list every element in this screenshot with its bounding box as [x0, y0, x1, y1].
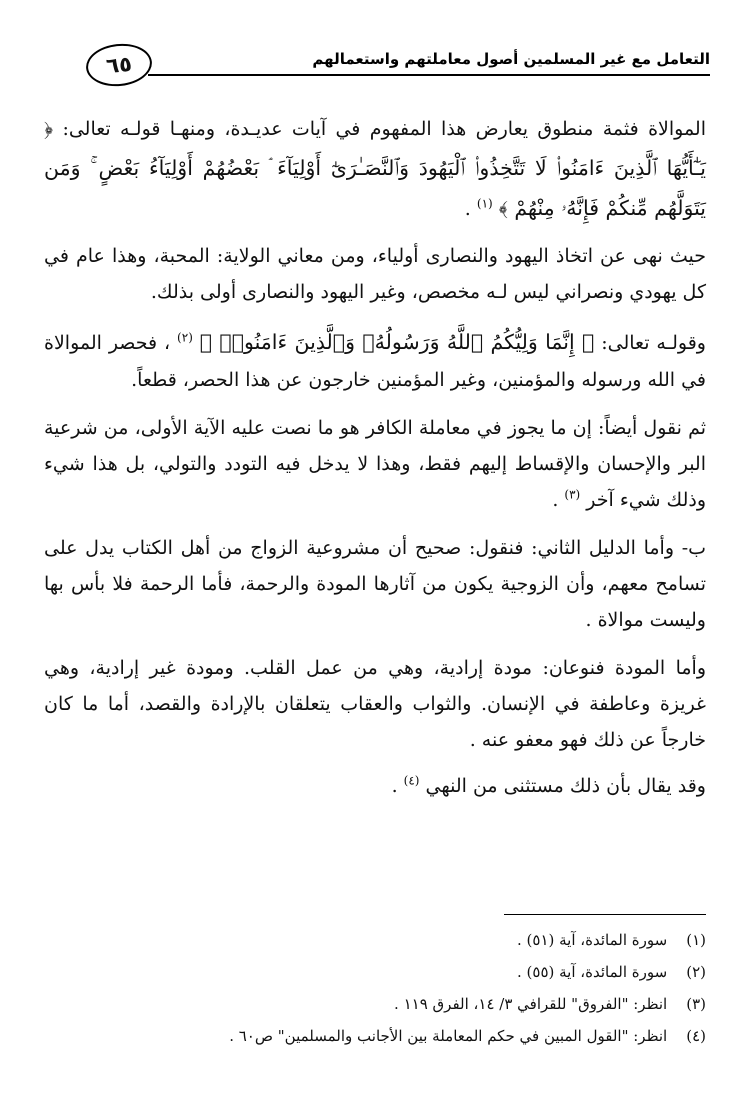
p4-text: ثم نقول أيضاً: إن ما يجوز في معاملة الكافر هو ما نصت عليه الآية الأولى، من شرعية البر والإحسان والإقساط إليهم فقط، وهذا لا يدخل فيه التودد والتولي، بل هذا شيء وذلك شيء آخر: [44, 417, 706, 511]
p7-end: .: [391, 775, 398, 797]
footnotes: [44, 924, 706, 1052]
main-text: [44, 108, 706, 804]
running-header: [70, 44, 710, 84]
page-number: ٦٥: [84, 41, 154, 90]
paragraph-7: [44, 768, 706, 804]
paragraph-4: [44, 410, 706, 518]
footnote-item: [44, 988, 706, 1020]
footnote-separator: [504, 914, 706, 915]
paragraph-6: وأما المودة فنوعان: مودة إرادية، وهي من عمل القلب. ومودة غير إرادية، وهي غريزة وعاطفة في الإنسان. والثواب والعقاب يتعلقان بالإرادة والقصد، أما ما كان خارجاً عن ذلك فهو معفو عنه .: [44, 657, 706, 751]
footnote-item: [44, 956, 706, 988]
footnote-number: (٢): [686, 963, 706, 981]
footnote-item: [44, 924, 706, 956]
footnote-text: سورة المائدة، آية (٥٥) .: [517, 963, 668, 981]
footnote-number: (٤): [686, 1027, 706, 1045]
paragraph-3: [44, 322, 706, 398]
p3-end: ، فحصر الموالاة في الله ورسوله والمؤمنين، وغير المؤمنين خارجون عن هذا الحصر، قطعاً.: [44, 332, 706, 391]
footnote-ref-4: (٤): [403, 773, 420, 788]
footnote-item: [44, 1020, 706, 1052]
footnote-ref-1: (١): [476, 196, 493, 211]
p7-text: وقد يقال بأن ذلك مستثنى من النهي: [425, 775, 706, 797]
p1-text: الموالاة فثمة منطوق يعارض هذا المفهوم في آيات عديـدة، ومنهـا قولـه تعالى:: [62, 118, 707, 140]
p1-end: .: [464, 198, 471, 220]
paragraph-1: [44, 108, 706, 228]
header-rule: [148, 74, 710, 76]
paragraph-5: ب- وأما الدليل الثاني: فنقول: صحيح أن مشروعية الزواج من أهل الكتاب يدل على تسامح معهم، وأن الزوجية يكون من آثارها المودة والرحمة، فأما الرحمة فلا بأس بها وليست موالاة .: [44, 537, 707, 631]
header-title: التعامل مع غير المسلمين أصول معاملتهم واستعمالهم: [312, 50, 710, 68]
footnote-ref-3: (٣): [564, 487, 581, 502]
quran-verse-1: ﴿ يَـٰٓأَيُّهَا ٱلَّذِينَ ءَامَنُوا۟ لَا تَتَّخِذُوا۟ ٱلْيَهُودَ وَٱلنَّصَـٰرَىٰٓ أَوْلِيَآءَ ۘ بَعْضُهُمْ أَوْلِيَآءُ بَعْضٍ ۚ وَمَن يَتَوَلَّهُم مِّنكُمْ فَإِنَّهُۥ مِنْهُمْ ﴾: [44, 116, 706, 220]
paragraph-2: حيث نهى عن اتخاذ اليهود والنصارى أولياء، ومن معاني الولاية: المحبة، وهذا عام في كل يهودي ونصراني ليس لـه مخصص، وغير اليهود والنصارى أولى بذلك.: [44, 245, 706, 303]
p3-start: وقولـه تعالى:: [601, 332, 706, 354]
p4-end: .: [552, 489, 559, 511]
footnote-text: سورة المائدة، آية (٥١) .: [517, 931, 668, 949]
footnote-text: انظر: "الفروق" للقرافي ٣/ ١٤، الفرق ١١٩ .: [394, 995, 668, 1013]
footnote-number: (٣): [686, 995, 706, 1013]
footnote-ref-2: (٢): [177, 330, 193, 345]
quran-verse-2: ﴿ إِنَّمَا وَلِيُّكُمُ ٱللَّهُ وَرَسُولُهُۥ وَٱلَّذِينَ ءَامَنُوا۟ ﴾: [199, 330, 595, 354]
footnote-text: انظر: "القول المبين في حكم المعاملة بين الأجانب والمسلمين" ص٦٠ .: [229, 1027, 668, 1045]
footnote-number: (١): [686, 931, 706, 949]
